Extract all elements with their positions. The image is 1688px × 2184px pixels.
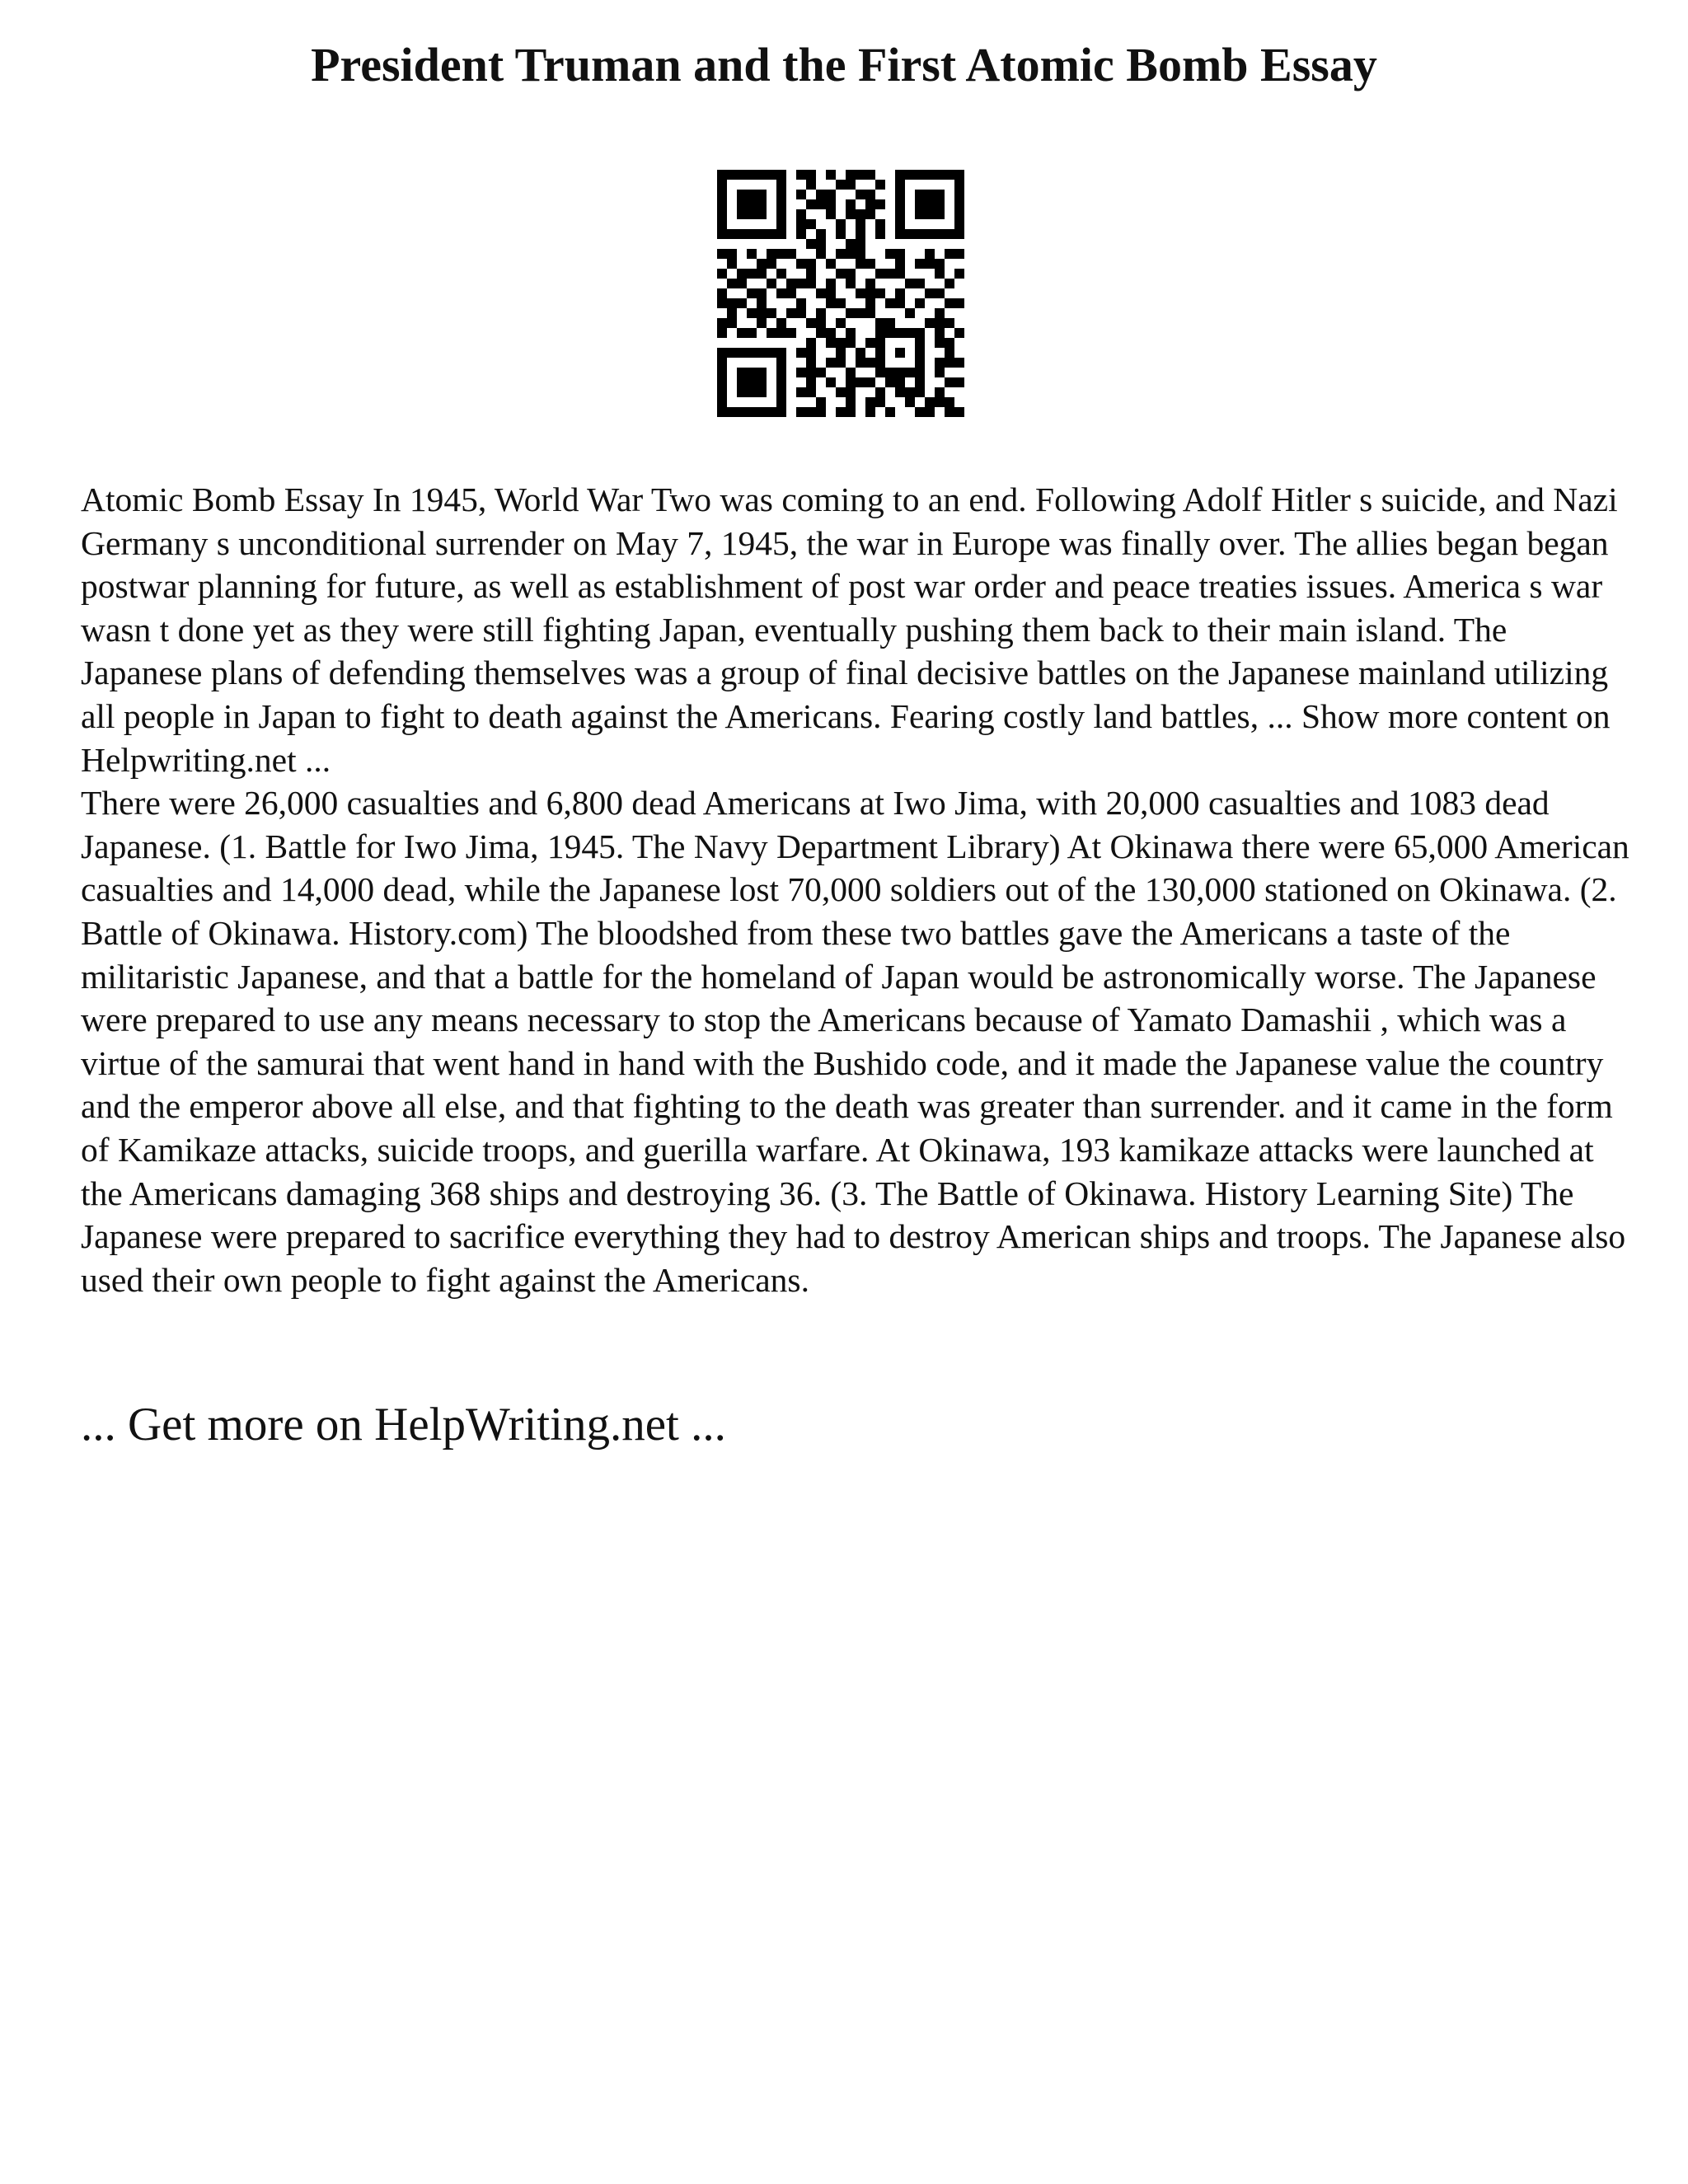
qr-code-graphic: [717, 170, 964, 417]
get-more-link[interactable]: ... Get more on HelpWriting.net ...: [81, 1399, 726, 1451]
qr-code-icon: [717, 170, 964, 417]
essay-paragraph: There were 26,000 casualties and 6,800 dead Americans at Iwo Jima, with 20,000 casualties and 1083 dead Japanese. (1. Battle for Iwo Jima, 1945. The Navy Department Library) At Okinawa there were 65,000 American casualties and 14,000 dead, while the Japanese lost 70,000 soldiers out of the 130,000 stationed on Okinawa. (2. Battle of Okinawa. History.com) The bloodshed from these two battles gave the Americans a taste of the militaristic Japanese, and that a battle for the homeland of Japan would be astronomically worse. The Japanese were prepared to use any means necessary to stop the Americans because of Yamato Damashii , which was a virtue of the samurai that went hand in hand with the Bushido code, and it made the Japanese value the country and the emperor above all else, and that fighting to the death was greater than surrender. and it came in the form of Kamikaze attacks, suicide troops, and guerilla warfare. At Okinawa, 193 kamikaze attacks were launched at the Americans damaging 368 ships and destroying 36. (3. The Battle of Okinawa. History Learning Site) The Japanese were prepared to sacrifice everything they had to destroy American ships and troops. The Japanese also used their own people to fight against the Americans.: [81, 784, 1629, 1299]
essay-paragraph: Atomic Bomb Essay In 1945, World War Two was coming to an end. Following Adolf Hitler s suicide, and Nazi Germany s unconditional surrender on May 7, 1945, the war in Europe was finally over. The allies began began postwar planning for future, as well as establishment of post war order and peace treaties issues. America s war wasn t done yet as they were still fighting Japan, eventually pushing them back to their main island. The Japanese plans of defending themselves was a group of final decisive battles on the Japanese mainland utilizing all people in Japan to fight to death against the Americans. Fearing costly land battles, ... Show more content on Helpwriting.net ...: [81, 480, 1618, 779]
page-title: President Truman and the First Atomic Bomb Essay: [311, 38, 1377, 91]
essay-body: [81, 478, 1630, 1301]
